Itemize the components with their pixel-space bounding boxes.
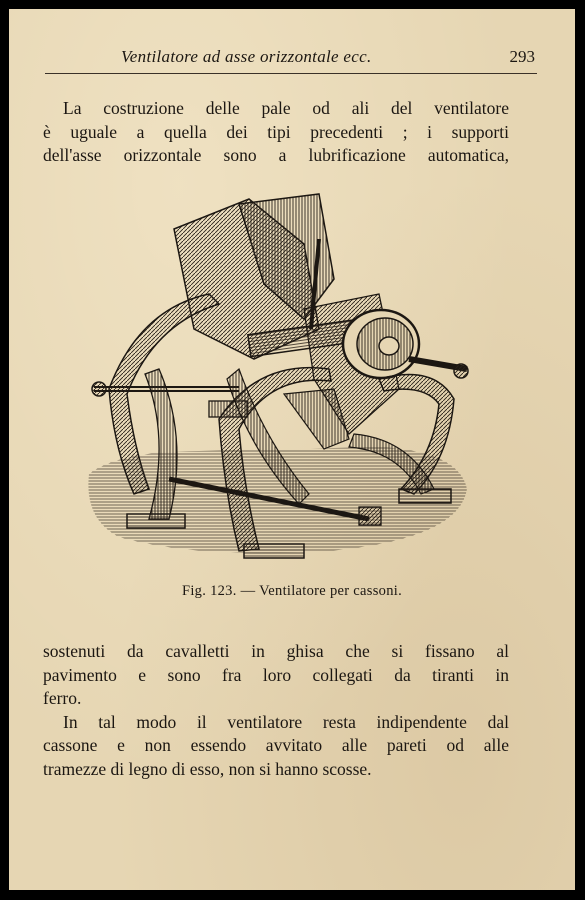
running-head — [45, 45, 537, 74]
text-line: pavimento e sono fra loro collegati da tiranti in — [43, 664, 509, 685]
figure-caption-text: — Ventilatore per cassoni. — [240, 583, 403, 599]
page-number: 293 — [509, 47, 535, 66]
book-page — [9, 9, 575, 890]
running-title: Ventilatore ad asse orizzontale ecc. — [121, 47, 372, 66]
text-line: dell'asse orizzontale sono a lubrificazione automatica, — [43, 145, 509, 165]
text-line: è uguale a quella dei tipi precedenti ; i supporti — [43, 121, 509, 142]
text-line: In tal modo il ventilatore resta indipendente dal — [63, 711, 509, 732]
text-line: La costruzione delle pale od ali del ventilatore — [63, 98, 509, 118]
text-line: sostenuti da cavalletti in ghisa che si fissano al — [43, 641, 509, 661]
text-line: tramezze di legno di esso, non si hanno scosse. — [43, 758, 372, 779]
paragraph-body — [43, 640, 509, 781]
paragraph-intro — [43, 97, 509, 168]
text-line: ferro. — [43, 688, 82, 708]
fan-illustration — [79, 189, 474, 569]
figure-caption — [9, 583, 575, 600]
centrifugal-fan-engraving-icon — [79, 189, 474, 569]
figure-number: Fig. 123. — [181, 583, 237, 599]
text-line: cassone e non essendo avvitato alle pareti od alle — [43, 735, 509, 755]
